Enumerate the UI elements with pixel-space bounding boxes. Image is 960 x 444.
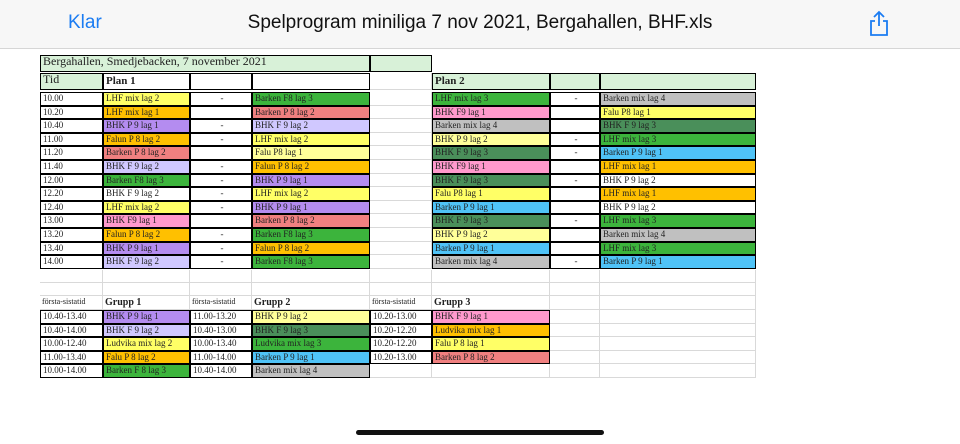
slot-label[interactable]: första-sistatid (190, 296, 252, 310)
done-button[interactable]: Klar (68, 12, 102, 33)
group1-team-cell[interactable]: BHK P 9 lag 1 (103, 310, 190, 324)
sheet-cell[interactable] (370, 133, 432, 146)
empty-cell[interactable] (370, 283, 432, 296)
plan1-opponent-cell[interactable]: Falu P8 lag 1 (252, 146, 370, 160)
plan2-team-cell[interactable]: Barken mix lag 4 (432, 119, 550, 133)
plan1-dash-cell[interactable]: - (190, 201, 252, 214)
time-cell[interactable]: 10.00 (40, 92, 103, 106)
group3-time-cell[interactable]: 10.20-13.00 (370, 351, 432, 364)
plan2-dash-cell[interactable]: - (550, 92, 600, 106)
sheet-cell[interactable] (370, 187, 432, 201)
plan1-opponent-cell[interactable]: BHK P 9 lag 1 (252, 201, 370, 214)
plan2-dash-cell[interactable] (550, 119, 600, 133)
group2-time-cell[interactable]: 10.00-13.40 (190, 337, 252, 351)
empty-cell[interactable] (600, 270, 756, 283)
plan2-dash-cell[interactable]: - (550, 214, 600, 228)
plan1-team-cell[interactable]: BHK F9 lag 1 (103, 214, 190, 228)
plan2-dash-cell[interactable] (550, 242, 600, 255)
plan2-opponent-cell[interactable]: LHF mix lag 3 (600, 133, 756, 146)
plan1-team-cell[interactable]: Falun P 8 lag 2 (103, 228, 190, 242)
group3-time-cell[interactable]: 10.20-13.00 (370, 310, 432, 324)
group1-time-cell[interactable]: 10.00-12.40 (40, 337, 103, 351)
plan2-opponent-cell[interactable]: Barken mix lag 4 (600, 228, 756, 242)
plan2-opponent-cell[interactable]: LHF mix lag 1 (600, 187, 756, 201)
plan2-opponent-cell[interactable]: BHK P 9 lag 2 (600, 201, 756, 214)
sheet-cell[interactable] (550, 73, 600, 90)
sheet-cell[interactable] (370, 228, 432, 242)
plan1-dash-cell[interactable]: - (190, 160, 252, 174)
group1-header[interactable]: Grupp 1 (103, 296, 190, 310)
plan2-team-cell[interactable]: BHK P 9 lag 2 (432, 228, 550, 242)
empty-cell[interactable] (550, 351, 600, 364)
plan1-dash-cell[interactable]: - (190, 133, 252, 146)
plan1-team-cell[interactable]: Barken P 8 lag 2 (103, 146, 190, 160)
plan2-dash-cell[interactable] (550, 201, 600, 214)
sheet-cell[interactable] (370, 214, 432, 228)
plan1-dash-cell[interactable]: - (190, 119, 252, 133)
plan1-team-cell[interactable]: BHK F 9 lag 2 (103, 187, 190, 201)
empty-cell[interactable] (432, 270, 550, 283)
plan1-dash-cell[interactable] (190, 146, 252, 160)
sheet-cell[interactable] (370, 242, 432, 255)
time-cell[interactable]: 13.20 (40, 228, 103, 242)
group1-team-cell[interactable]: BHK F 9 lag 2 (103, 324, 190, 337)
empty-cell[interactable] (252, 283, 370, 296)
group1-team-cell[interactable]: Falu P 8 lag 2 (103, 351, 190, 364)
share-icon[interactable] (864, 8, 894, 38)
plan1-header[interactable]: Plan 1 (103, 73, 190, 90)
plan1-opponent-cell[interactable]: BHK F 9 lag 2 (252, 119, 370, 133)
sheet-cell[interactable] (252, 73, 370, 90)
sheet-cell[interactable] (600, 73, 756, 90)
group2-team-cell[interactable]: Ludvika mix lag 3 (252, 337, 370, 351)
group2-time-cell[interactable]: 11.00-13.20 (190, 310, 252, 324)
plan2-header[interactable]: Plan 2 (432, 73, 550, 90)
time-cell[interactable]: 13.40 (40, 242, 103, 255)
plan2-dash-cell[interactable]: - (550, 133, 600, 146)
time-cell[interactable]: 14.00 (40, 255, 103, 269)
sheet-cell[interactable] (370, 146, 432, 160)
navigation-bar (0, 0, 960, 49)
plan2-opponent-cell[interactable]: Barken P 9 lag 1 (600, 146, 756, 160)
plan2-opponent-cell[interactable]: Barken P 9 lag 1 (600, 255, 756, 269)
group3-team-cell[interactable]: Ludvika mix lag 1 (432, 324, 550, 337)
empty-cell[interactable] (600, 337, 756, 351)
empty-cell[interactable] (600, 310, 756, 324)
empty-cell[interactable] (190, 270, 252, 283)
plan1-dash-cell[interactable]: - (190, 228, 252, 242)
document-title: Spelprogram miniliga 7 nov 2021, Bergahallen, BHF.xls (247, 12, 713, 33)
plan1-dash-cell[interactable]: - (190, 174, 252, 187)
group1-time-cell[interactable]: 10.40-14.00 (40, 324, 103, 337)
time-cell[interactable]: 11.20 (40, 146, 103, 160)
group2-time-cell[interactable]: 10.40-14.00 (190, 364, 252, 378)
plan1-team-cell[interactable]: LHF mix lag 2 (103, 92, 190, 106)
empty-cell[interactable] (190, 283, 252, 296)
sheet-cell[interactable] (370, 174, 432, 187)
group3-team-cell[interactable]: Falu P 8 lag 1 (432, 337, 550, 351)
group3-time-cell[interactable]: 10.20-12.20 (370, 337, 432, 351)
plan1-opponent-cell[interactable]: LHF mix lag 2 (252, 133, 370, 146)
time-cell[interactable]: 10.40 (40, 119, 103, 133)
plan2-opponent-cell[interactable]: BHK P 9 lag 2 (600, 174, 756, 187)
sheet-cell[interactable] (370, 73, 432, 90)
plan2-dash-cell[interactable]: - (550, 255, 600, 269)
empty-cell[interactable] (550, 337, 600, 351)
plan2-dash-cell[interactable] (550, 106, 600, 119)
plan2-team-cell[interactable]: BHK F 9 lag 3 (432, 174, 550, 187)
sheet-cell[interactable] (370, 55, 432, 72)
plan1-opponent-cell[interactable]: Barken P 8 lag 2 (252, 106, 370, 119)
plan2-opponent-cell[interactable]: LHF mix lag 3 (600, 242, 756, 255)
group2-time-cell[interactable]: 11.00-14.00 (190, 351, 252, 364)
group2-team-cell[interactable]: Barken P 9 lag 1 (252, 351, 370, 364)
plan2-team-cell[interactable]: Barken mix lag 4 (432, 255, 550, 269)
sheet-cell[interactable] (600, 296, 756, 310)
time-cell[interactable]: 12.00 (40, 174, 103, 187)
plan2-dash-cell[interactable]: - (550, 174, 600, 187)
empty-cell[interactable] (40, 270, 103, 283)
group2-team-cell[interactable]: BHK F 9 lag 3 (252, 324, 370, 337)
plan2-team-cell[interactable]: BHK F9 lag 1 (432, 160, 550, 174)
plan1-opponent-cell[interactable]: Barken P 8 lag 2 (252, 214, 370, 228)
plan2-dash-cell[interactable]: - (550, 146, 600, 160)
time-header[interactable]: Tid (40, 73, 103, 90)
plan1-opponent-cell[interactable]: Barken F8 lag 3 (252, 228, 370, 242)
empty-cell[interactable] (600, 364, 756, 378)
empty-cell[interactable] (432, 283, 550, 296)
plan1-dash-cell[interactable]: - (190, 242, 252, 255)
plan1-team-cell[interactable]: LHF mix lag 1 (103, 106, 190, 119)
plan1-team-cell[interactable]: BHK P 9 lag 1 (103, 119, 190, 133)
home-indicator[interactable] (356, 430, 604, 435)
empty-cell[interactable] (40, 283, 103, 296)
group3-team-cell[interactable]: BHK F 9 lag 1 (432, 310, 550, 324)
plan1-dash-cell[interactable]: - (190, 92, 252, 106)
plan2-team-cell[interactable]: LHF mix lag 3 (432, 92, 550, 106)
sheet-cell[interactable] (370, 92, 432, 106)
group3-time-cell[interactable]: 10.20-12.20 (370, 324, 432, 337)
slot-label[interactable]: första-sistatid (40, 296, 103, 310)
plan2-opponent-cell[interactable]: BHK F 9 lag 3 (600, 119, 756, 133)
plan2-team-cell[interactable]: Falu P8 lag 1 (432, 187, 550, 201)
plan2-dash-cell[interactable] (550, 187, 600, 201)
empty-cell[interactable] (103, 270, 190, 283)
plan2-dash-cell[interactable] (550, 160, 600, 174)
plan2-team-cell[interactable]: BHK P 9 lag 2 (432, 133, 550, 146)
plan1-dash-cell[interactable]: - (190, 187, 252, 201)
plan1-team-cell[interactable]: LHF mix lag 2 (103, 201, 190, 214)
group1-team-cell[interactable]: Barken F 8 lag 3 (103, 364, 190, 378)
group2-team-cell[interactable]: Barken mix lag 4 (252, 364, 370, 378)
sheet-cell[interactable] (190, 73, 252, 90)
plan2-opponent-cell[interactable]: LHF mix lag 1 (600, 160, 756, 174)
group2-team-cell[interactable]: BHK P 9 lag 2 (252, 310, 370, 324)
sheet-cell[interactable] (370, 160, 432, 174)
time-cell[interactable]: 10.20 (40, 106, 103, 119)
empty-cell[interactable] (550, 364, 600, 378)
empty-cell[interactable] (550, 310, 600, 324)
time-cell[interactable]: 12.40 (40, 201, 103, 214)
time-cell[interactable]: 12.20 (40, 187, 103, 201)
time-cell[interactable]: 13.00 (40, 214, 103, 228)
plan2-dash-cell[interactable] (550, 228, 600, 242)
plan1-opponent-cell[interactable]: Falun P 8 lag 2 (252, 160, 370, 174)
sheet-header[interactable]: Bergahallen, Smedjebacken, 7 november 2021 (40, 55, 370, 72)
plan2-team-cell[interactable]: BHK F9 lag 1 (432, 106, 550, 119)
empty-cell[interactable] (103, 283, 190, 296)
empty-cell[interactable] (550, 324, 600, 337)
group3-header[interactable]: Grupp 3 (432, 296, 550, 310)
empty-cell[interactable] (370, 364, 432, 378)
group2-time-cell[interactable]: 10.40-13.00 (190, 324, 252, 337)
plan1-opponent-cell[interactable]: Barken F8 lag 3 (252, 92, 370, 106)
plan1-team-cell[interactable]: BHK F 9 lag 2 (103, 160, 190, 174)
group3-team-cell[interactable]: Barken P 8 lag 2 (432, 351, 550, 364)
plan1-opponent-cell[interactable]: Falun P 8 lag 2 (252, 242, 370, 255)
empty-cell[interactable] (550, 270, 600, 283)
empty-cell[interactable] (550, 283, 600, 296)
sheet-cell[interactable] (370, 106, 432, 119)
sheet-cell[interactable] (370, 201, 432, 214)
time-cell[interactable]: 11.00 (40, 133, 103, 146)
sheet-cell[interactable] (550, 296, 600, 310)
plan1-team-cell[interactable]: BHK P 9 lag 1 (103, 242, 190, 255)
group1-team-cell[interactable]: Ludvika mix lag 2 (103, 337, 190, 351)
plan2-team-cell[interactable]: BHK F 9 lag 3 (432, 214, 550, 228)
plan1-team-cell[interactable]: BHK F 9 lag 2 (103, 255, 190, 269)
group1-time-cell[interactable]: 11.00-13.40 (40, 351, 103, 364)
plan1-opponent-cell[interactable]: BHK P 9 lag 1 (252, 174, 370, 187)
group1-time-cell[interactable]: 10.40-13.40 (40, 310, 103, 324)
group1-time-cell[interactable]: 10.00-14.00 (40, 364, 103, 378)
plan2-opponent-cell[interactable]: Falu P8 lag 1 (600, 106, 756, 119)
plan1-dash-cell[interactable] (190, 214, 252, 228)
plan1-team-cell[interactable]: Barken F8 lag 3 (103, 174, 190, 187)
plan2-opponent-cell[interactable]: Barken mix lag 4 (600, 92, 756, 106)
slot-label[interactable]: första-sistatid (370, 296, 432, 310)
empty-cell[interactable] (600, 324, 756, 337)
empty-cell[interactable] (252, 270, 370, 283)
sheet-cell[interactable] (370, 255, 432, 269)
sheet-cell[interactable] (370, 119, 432, 133)
plan2-team-cell[interactable]: Barken P 9 lag 1 (432, 201, 550, 214)
plan2-team-cell[interactable]: BHK F 9 lag 3 (432, 146, 550, 160)
empty-cell[interactable] (600, 351, 756, 364)
empty-cell[interactable] (370, 270, 432, 283)
empty-cell[interactable] (600, 283, 756, 296)
plan2-opponent-cell[interactable]: LHF mix lag 3 (600, 214, 756, 228)
plan1-dash-cell[interactable] (190, 106, 252, 119)
plan1-dash-cell[interactable]: - (190, 255, 252, 269)
plan2-team-cell[interactable]: Barken P 9 lag 1 (432, 242, 550, 255)
plan1-team-cell[interactable]: Falun P 8 lag 2 (103, 133, 190, 146)
time-cell[interactable]: 11.40 (40, 160, 103, 174)
group2-header[interactable]: Grupp 2 (252, 296, 370, 310)
plan1-opponent-cell[interactable]: Barken F8 lag 3 (252, 255, 370, 269)
plan1-opponent-cell[interactable]: LHF mix lag 2 (252, 187, 370, 201)
empty-cell[interactable] (432, 364, 550, 378)
